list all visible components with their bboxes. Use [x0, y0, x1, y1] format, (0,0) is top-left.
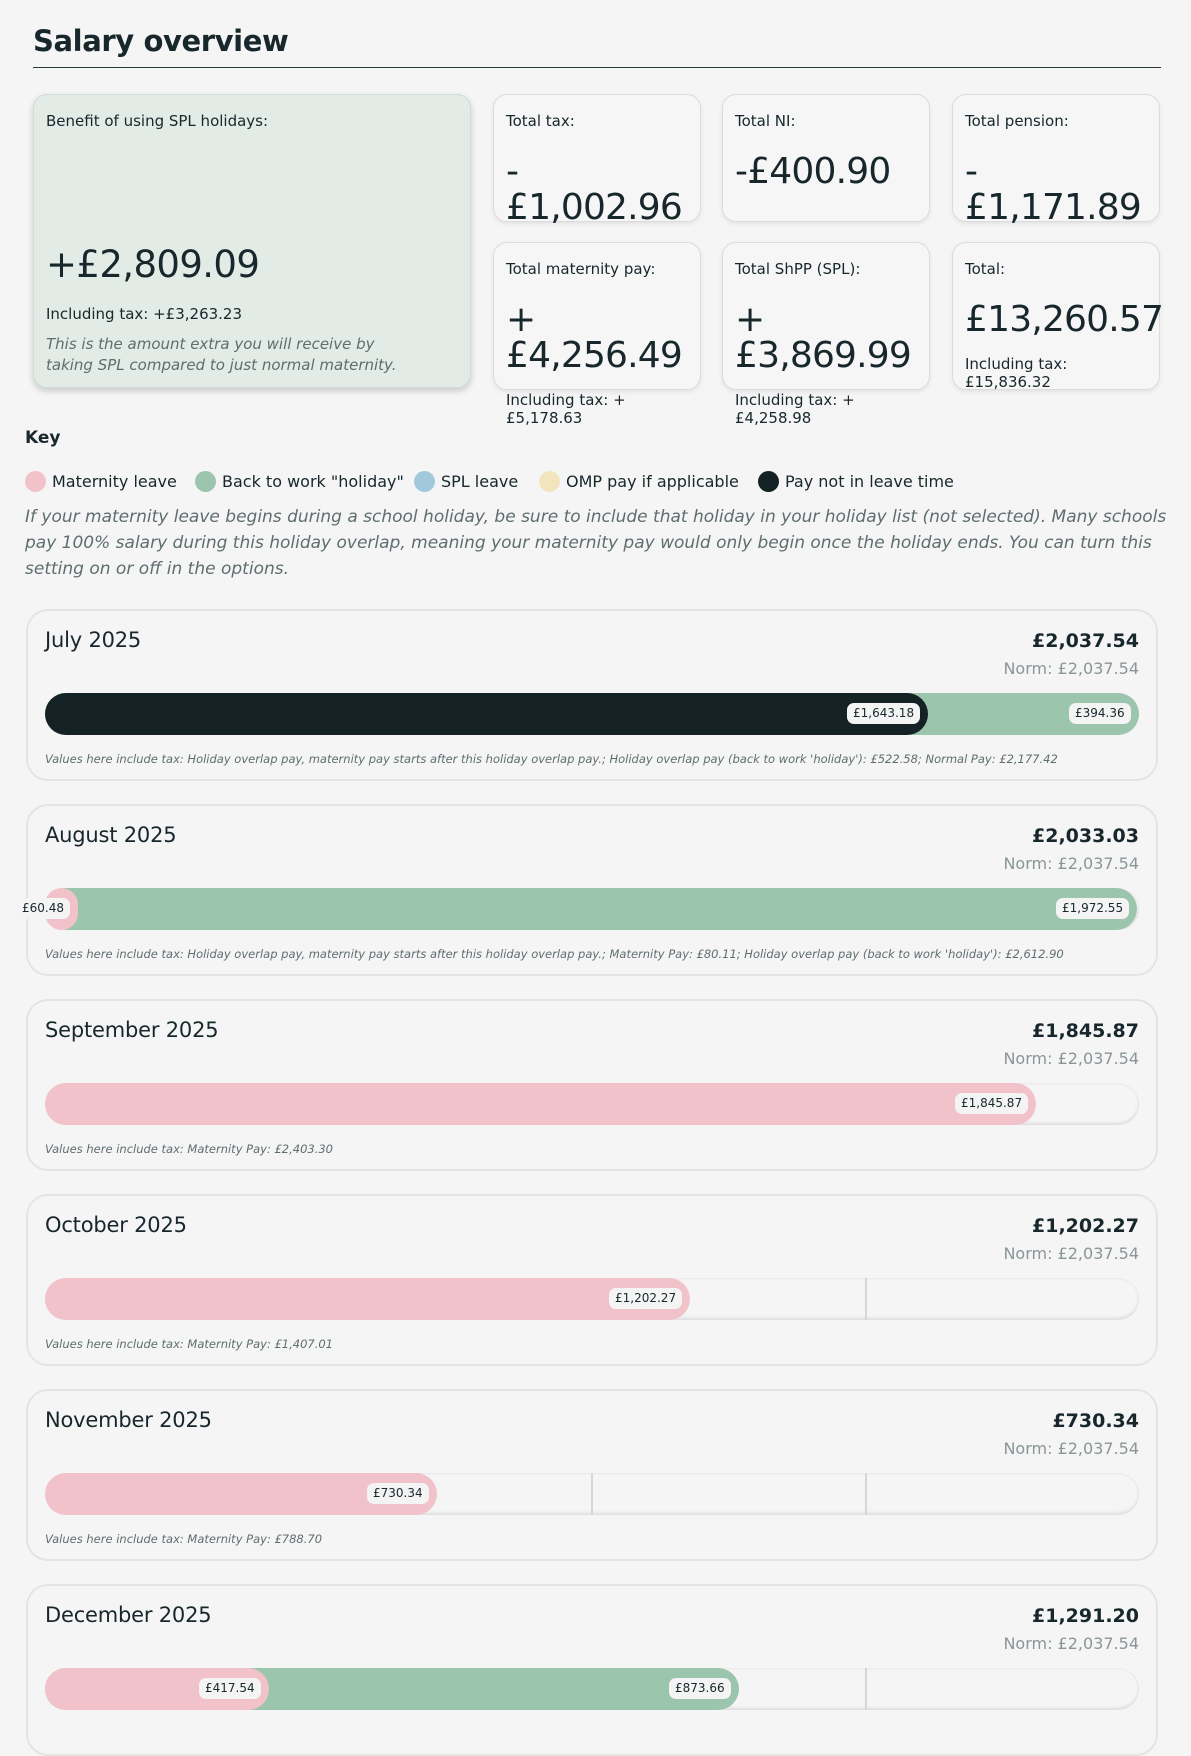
bar-segment-amount: £60.48 [16, 898, 70, 919]
back-to-work-holiday-swatch [195, 471, 216, 492]
bar-segment-amount: £730.34 [367, 1483, 429, 1504]
spl-leave-swatch [414, 471, 435, 492]
total-maternity-pay-value: +£4,256.49 [506, 299, 683, 376]
bar-grid-line [865, 1668, 867, 1710]
bar-grid-line [865, 1473, 867, 1515]
legend-label: SPL leave [441, 471, 519, 491]
total-maternity-pay-label: Total maternity pay: [506, 260, 656, 278]
total-ni-value: -£400.90 [735, 151, 891, 192]
total-shpp-including-tax: Including tax: +£4,258.98 [735, 391, 855, 427]
month-note: Values here include tax: Maternity Pay: £788.70 [45, 1532, 323, 1546]
month-total: £730.34 [1052, 1410, 1139, 1432]
bar-segment-maternity-leave [45, 1083, 1036, 1125]
pay-bar [45, 693, 1139, 735]
month-norm: Norm: £2,037.54 [1003, 1439, 1139, 1458]
month-norm: Norm: £2,037.54 [1003, 1049, 1139, 1068]
bar-grid-line [591, 1473, 593, 1515]
bar-segment-amount: £1,845.87 [955, 1093, 1028, 1114]
total-ni-card [722, 94, 930, 222]
bar-grid-line [865, 1278, 867, 1320]
maternity-leave-swatch [25, 471, 46, 492]
legend-label: Maternity leave [52, 471, 177, 491]
bar-segment-maternity-leave [45, 1278, 690, 1320]
bar-segment-amount: £417.54 [199, 1678, 261, 1699]
month-card-december-2025 [26, 1584, 1158, 1756]
legend-label: Pay not in leave time [785, 471, 954, 491]
month-note: Values here include tax: Maternity Pay: £2,403.30 [45, 1142, 333, 1156]
month-card-october-2025 [26, 1194, 1158, 1366]
month-norm: Norm: £2,037.54 [1003, 659, 1139, 678]
month-total: £2,033.03 [1032, 825, 1139, 847]
title-divider [33, 67, 1161, 68]
month-note: Values here include tax: Holiday overlap pay, maternity pay starts after this holiday overlap pay.; Holiday overlap pay (back to work 'holiday'): £522.58; Normal Pay: £2,177.42 [45, 752, 1058, 766]
month-norm: Norm: £2,037.54 [1003, 1634, 1139, 1653]
grand-total-including-tax: Including tax: £15,836.32 [965, 355, 1068, 391]
bar-segment-amount: £1,643.18 [847, 703, 920, 724]
month-name: December 2025 [45, 1603, 212, 1627]
month-note: Values here include tax: Maternity Pay: £1,407.01 [45, 1337, 333, 1351]
bar-segment-back-to-work-holiday [45, 888, 1137, 930]
month-norm: Norm: £2,037.54 [1003, 854, 1139, 873]
total-tax-label: Total tax: [506, 112, 575, 130]
total-pension-value: -£1,171.89 [965, 151, 1142, 228]
total-tax-card [493, 94, 701, 228]
total-maternity-pay-including-tax: Including tax: +£5,178.63 [506, 391, 626, 427]
pay-bar [45, 1278, 1139, 1320]
pay-bar [45, 1668, 1139, 1710]
month-total: £1,845.87 [1032, 1020, 1139, 1042]
school-holiday-info: If your maternity leave begins during a school holiday, be sure to include that holiday in your holiday list (not selected). Many schools pay 100% salary during this holiday overlap, meaning your maternity pay would only begin once the holiday ends. You can turn this setting on or off in the options. [25, 507, 1167, 579]
month-card-august-2025 [22, 804, 1158, 976]
month-total: £1,291.20 [1032, 1605, 1139, 1627]
total-tax-value: -£1,002.96 [506, 151, 683, 228]
pay-bar [45, 1473, 1139, 1515]
page-title: Salary overview [33, 24, 289, 58]
bar-segment-amount: £1,202.27 [609, 1288, 682, 1309]
month-norm: Norm: £2,037.54 [1003, 1244, 1139, 1263]
bar-segment-amount: £873.66 [669, 1678, 731, 1699]
benefit-including-tax: Including tax: +£3,263.23 [46, 305, 243, 323]
bar-segment-amount: £394.36 [1069, 703, 1131, 724]
legend-label: Back to work "holiday" [222, 471, 404, 491]
grand-total-value: £13,260.57 [965, 299, 1164, 340]
total-shpp-value: +£3,869.99 [735, 299, 912, 376]
benefit-card [33, 94, 471, 388]
legend-item-maternity-leave [25, 470, 177, 492]
legend-item-back-to-work-holiday [195, 470, 404, 492]
total-shpp-label: Total ShPP (SPL): [735, 260, 861, 278]
omp-pay-swatch [539, 471, 560, 492]
total-shpp-card [722, 242, 930, 427]
month-name: November 2025 [45, 1408, 212, 1432]
month-name: July 2025 [45, 628, 142, 652]
pay-bar [22, 888, 1139, 930]
benefit-note: This is the amount extra you will receive by taking SPL compared to just normal maternity. [46, 335, 397, 374]
month-name: October 2025 [45, 1213, 187, 1237]
key-heading: Key [25, 428, 61, 448]
bar-segment-pay-not-in-leave-time [45, 693, 928, 735]
total-ni-label: Total NI: [735, 112, 796, 130]
legend-item-spl-leave [414, 470, 518, 492]
grand-total-card [952, 242, 1164, 391]
month-card-september-2025 [26, 999, 1158, 1171]
bar-segment-amount: £1,972.55 [1056, 898, 1129, 919]
month-name: September 2025 [45, 1018, 219, 1042]
total-pension-card [952, 94, 1160, 228]
benefit-value: +£2,809.09 [46, 243, 260, 286]
legend-item-pay-not-in-leave [758, 470, 954, 492]
total-maternity-pay-card [493, 242, 701, 427]
pay-not-in-leave-swatch [758, 471, 779, 492]
legend-item-omp-pay [539, 470, 739, 492]
legend-label: OMP pay if applicable [566, 471, 739, 491]
month-note: Values here include tax: Holiday overlap pay, maternity pay starts after this holiday overlap pay.; Maternity Pay: £80.11; Holiday overlap pay (back to work 'holiday'): £2,612.90 [45, 947, 1064, 961]
total-pension-label: Total pension: [965, 112, 1069, 130]
grand-total-label: Total: [965, 260, 1006, 278]
benefit-label: Benefit of using SPL holidays: [46, 112, 269, 130]
month-card-november-2025 [26, 1389, 1158, 1561]
month-total: £2,037.54 [1032, 630, 1139, 652]
month-card-july-2025 [26, 609, 1158, 781]
month-total: £1,202.27 [1032, 1215, 1139, 1237]
month-name: August 2025 [45, 823, 177, 847]
pay-bar [45, 1083, 1139, 1125]
